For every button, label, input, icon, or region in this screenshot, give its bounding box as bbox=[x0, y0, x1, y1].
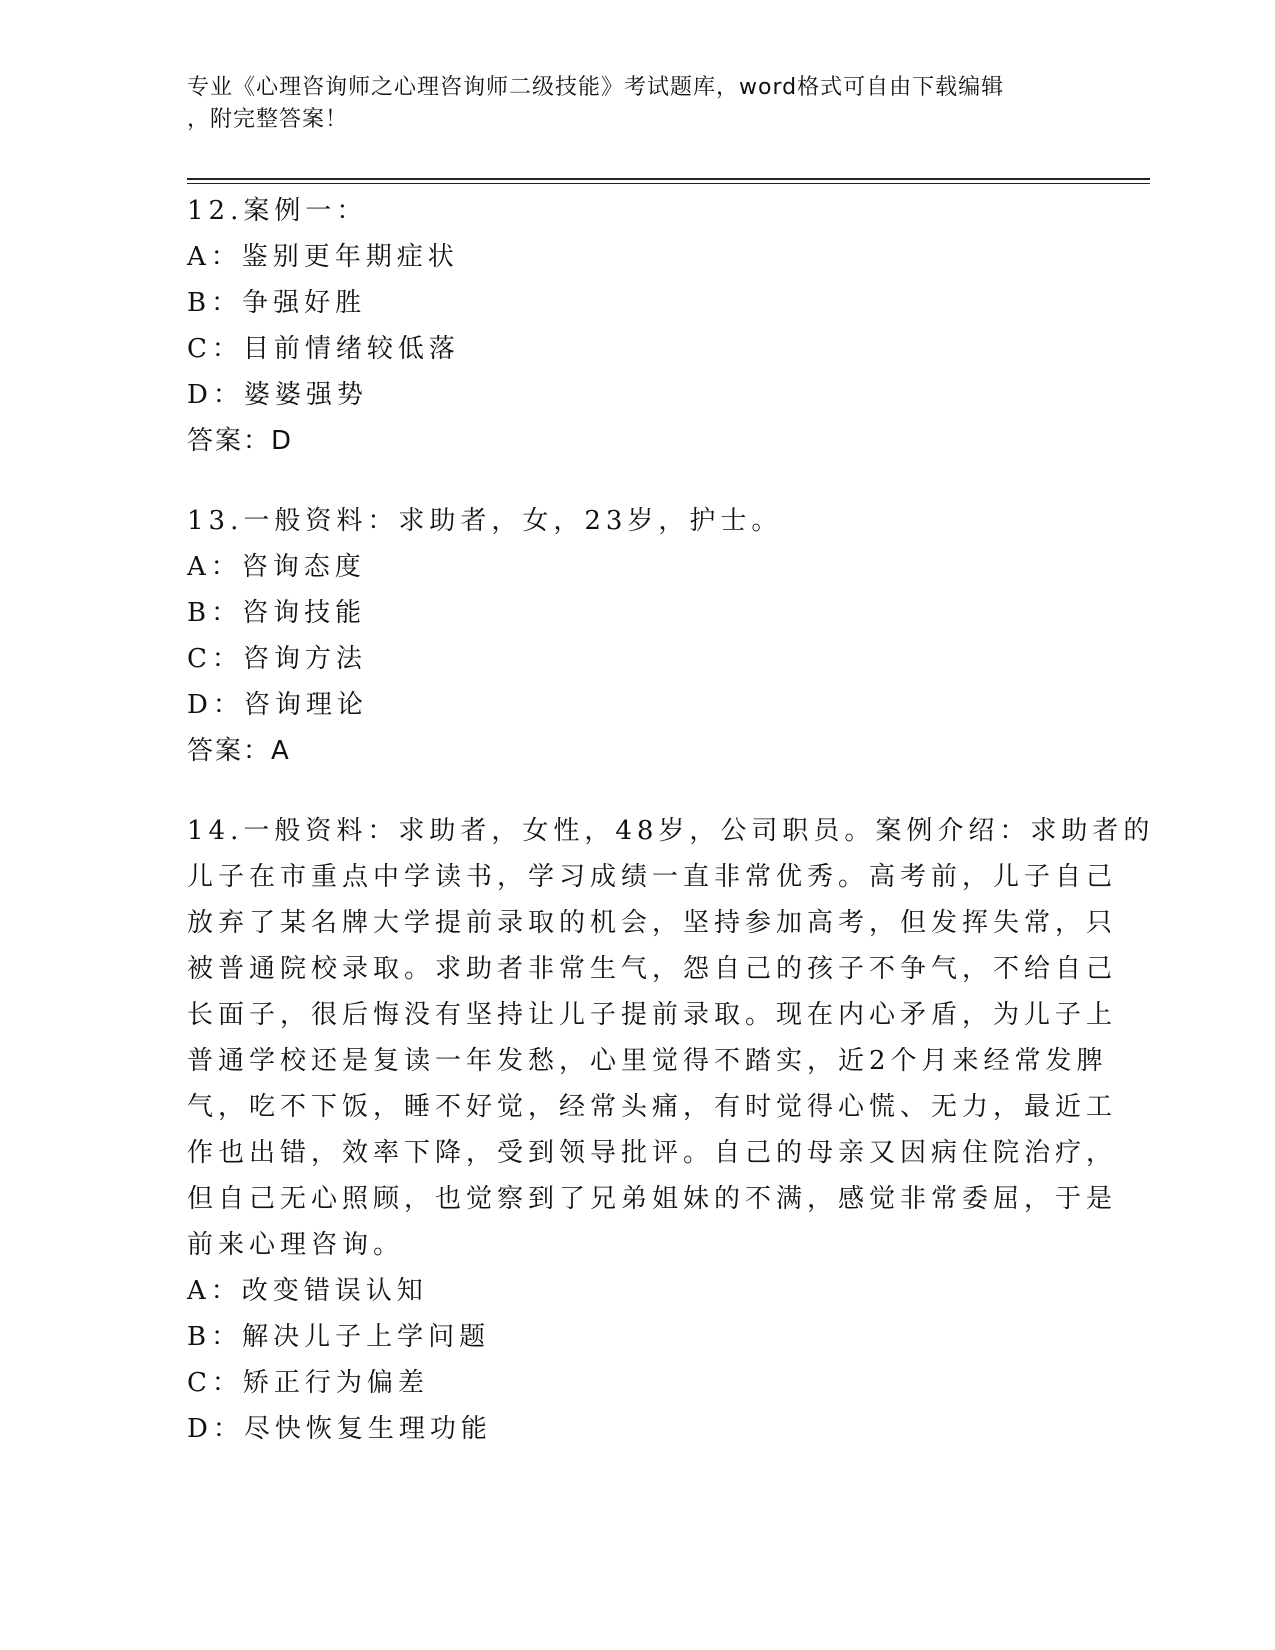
header-divider-thin bbox=[187, 183, 1150, 184]
question-stem: 12.案例一： bbox=[187, 196, 368, 226]
question-12 bbox=[187, 188, 1087, 464]
answer-line: 答案：D bbox=[187, 426, 294, 456]
option-b: B：咨询技能 bbox=[187, 598, 367, 628]
option-a: A：鉴别更年期症状 bbox=[187, 242, 459, 272]
header-divider-thick bbox=[187, 178, 1150, 180]
question-list bbox=[187, 188, 1155, 1486]
question-13 bbox=[187, 498, 1087, 774]
header-line: 专业《心理咨询师之心理咨询师二级技能》考试题库，word格式可自由下载编辑 bbox=[187, 75, 1005, 100]
document-header bbox=[187, 72, 1067, 136]
question-stem: 14.一般资料：求助者，女性，48岁，公司职员。案例介绍：求助者的 bbox=[187, 816, 1155, 846]
option-d: D：咨询理论 bbox=[187, 690, 368, 720]
option-c: C：咨询方法 bbox=[187, 644, 367, 674]
option-a: A：改变错误认知 bbox=[187, 1276, 428, 1306]
option-a: A：咨询态度 bbox=[187, 552, 366, 582]
question-body-line: 被普通院校录取。求助者非常生气，怨自己的孩子不争气，不给自己 bbox=[187, 954, 1118, 984]
option-c: C：目前情绪较低落 bbox=[187, 334, 460, 364]
question-body-line: 气，吃不下饭，睡不好觉，经常头痛，有时觉得心慌、无力，最近工 bbox=[187, 1092, 1118, 1122]
question-14 bbox=[187, 808, 1155, 1452]
option-d: D：尽快恢复生理功能 bbox=[187, 1414, 492, 1444]
question-body-line: 儿子在市重点中学读书，学习成绩一直非常优秀。高考前，儿子自己 bbox=[187, 862, 1118, 892]
question-body-line: 前来心理咨询。 bbox=[187, 1230, 405, 1260]
question-stem: 13.一般资料：求助者，女，23岁，护士。 bbox=[187, 506, 783, 536]
option-c: C：矫正行为偏差 bbox=[187, 1368, 429, 1398]
question-body-line: 长面子，很后悔没有坚持让儿子提前录取。现在内心矛盾，为儿子上 bbox=[187, 1000, 1118, 1030]
question-body-line: 但自己无心照顾，也觉察到了兄弟姐妹的不满，感觉非常委屈，于是 bbox=[187, 1184, 1118, 1214]
question-body-line: 作也出错，效率下降，受到领导批评。自己的母亲又因病住院治疗， bbox=[187, 1138, 1118, 1168]
header-line: ，附完整答案！ bbox=[187, 107, 349, 132]
question-body-line: 普通学校还是复读一年发愁，心里觉得不踏实，近2个月来经常发脾 bbox=[187, 1046, 1108, 1076]
answer-line: 答案：A bbox=[187, 736, 291, 766]
option-d: D：婆婆强势 bbox=[187, 380, 368, 410]
option-b: B：解决儿子上学问题 bbox=[187, 1322, 491, 1352]
option-b: B：争强好胜 bbox=[187, 288, 367, 318]
question-body-line: 放弃了某名牌大学提前录取的机会，坚持参加高考，但发挥失常，只 bbox=[187, 908, 1118, 938]
